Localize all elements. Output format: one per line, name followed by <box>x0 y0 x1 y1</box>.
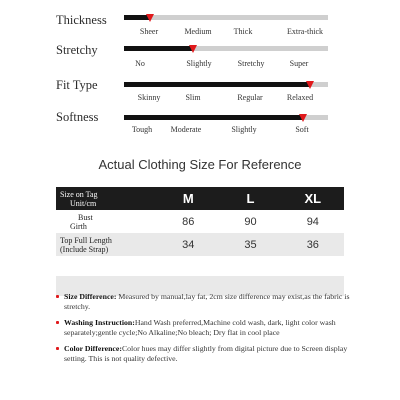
scale-option: Sheer <box>139 27 159 36</box>
table-header-label <box>56 187 157 210</box>
table-row-empty <box>56 256 344 276</box>
scale-marker <box>299 114 307 122</box>
scale-option: Moderate <box>170 125 202 134</box>
header-label-line: Size on Tag <box>60 189 98 199</box>
scale-option: Slightly <box>231 125 257 134</box>
attribute-label: Softness <box>56 110 99 124</box>
note-title: Size Difference: <box>64 292 117 301</box>
scale-fill <box>124 82 310 87</box>
scale-option: Tough <box>131 125 153 134</box>
notes-list <box>56 292 356 371</box>
note-item <box>56 318 356 337</box>
size-header-cell: L <box>219 187 281 210</box>
table-cell: 90 <box>244 215 257 228</box>
scale-track <box>124 46 328 51</box>
scale-marker <box>189 45 197 53</box>
scale-marker <box>306 81 314 89</box>
size-header-cell: M <box>157 187 219 210</box>
bullet-icon <box>56 295 59 298</box>
note-title: Color Difference: <box>64 344 122 354</box>
attribute-label: Fit Type <box>56 78 98 92</box>
note-text: Measured by manual,lay fat, 2cm size difference may exist,as the fabric is stretchy. <box>64 292 350 311</box>
row-label-line: Bust <box>78 212 93 222</box>
scale-option: Soft <box>295 125 309 134</box>
scale-track <box>124 115 328 120</box>
scale-option: Thick <box>233 27 253 36</box>
attribute-label: Thickness <box>56 13 107 27</box>
scale-option: Regular <box>237 93 263 102</box>
table-cell: 34 <box>157 233 219 256</box>
scale-option: No <box>135 59 145 68</box>
note-text: Color hues may differ slightly from digital picture due to Screen display setting. This is not quality defective. <box>64 344 348 363</box>
bullet-icon <box>56 321 59 324</box>
scale-option: Stretchy <box>237 59 265 68</box>
scale-option: Skinny <box>137 93 161 102</box>
table-cell: 86 <box>182 215 195 228</box>
table-cell: 36 <box>282 233 344 256</box>
bullet-icon <box>56 347 59 350</box>
scale-option: Slim <box>185 93 201 102</box>
table-row <box>56 233 344 256</box>
scale-option: Relaxed <box>286 93 314 102</box>
scale-fill <box>124 46 193 51</box>
note-item <box>56 292 356 311</box>
size-header-cell: XL <box>282 187 344 210</box>
scale-option: Slightly <box>186 59 212 68</box>
scale-track <box>124 82 328 87</box>
scale-fill <box>124 115 303 120</box>
attribute-label: Stretchy <box>56 43 98 57</box>
row-label <box>56 210 157 233</box>
scale-option: Extra-thick <box>287 27 323 36</box>
scale-marker <box>146 14 154 22</box>
row-label-line: Girth <box>70 221 87 231</box>
note-text: Hand Wash preferred,Machine cold wash, dark, light color wash separately;gentle cycle;No Alkaline;No bleach; Dry flat in cool place <box>64 318 336 337</box>
note-title: Washing Instruction: <box>64 318 135 328</box>
scale-track <box>124 15 328 20</box>
table-cell: 35 <box>219 233 281 256</box>
scale-option: Medium <box>184 27 212 36</box>
row-label-line: Top Full Length <box>60 235 112 245</box>
row-label <box>56 233 157 256</box>
table-row <box>56 210 344 233</box>
header-label-line: Unit/cm <box>70 198 97 208</box>
table-header-row <box>56 187 344 210</box>
scale-option: Super <box>289 59 309 68</box>
row-label-line: (Include Strap) <box>60 244 109 254</box>
note-item <box>56 344 356 363</box>
size-chart-title: Actual Clothing Size For Reference <box>98 157 302 172</box>
size-table <box>56 187 344 296</box>
table-cell: 94 <box>306 215 319 228</box>
